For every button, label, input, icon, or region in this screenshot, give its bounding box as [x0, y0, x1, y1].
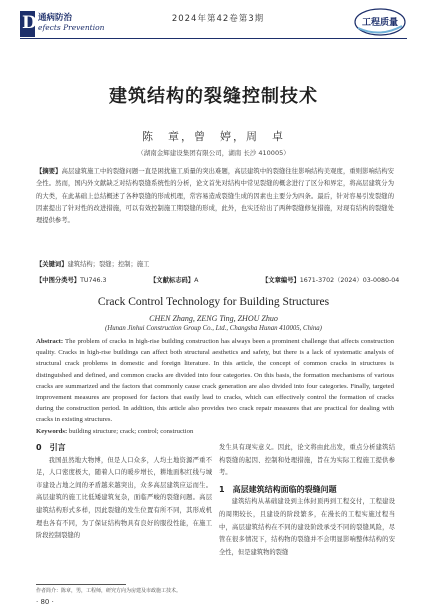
issue-info: 2024年第42卷第3期: [171, 14, 265, 24]
body-column-left: [36, 442, 212, 543]
article-number: [262, 275, 399, 284]
abstract-cn: [36, 166, 394, 227]
abstract-en: [36, 336, 394, 426]
keywords-en: [36, 428, 394, 435]
keywords-en-text: building structure; crack; control; construction: [67, 428, 194, 435]
abstract-cn-label: 【摘要】: [36, 168, 62, 175]
clc-number: [36, 275, 107, 284]
footnote-rule: [36, 584, 126, 585]
authors-en: CHEN Zhang, ZENG Ting, ZHOU Zhuo: [149, 314, 278, 323]
page-number: · 80 ·: [36, 598, 54, 606]
journal-name-en: efects Prevention: [38, 23, 105, 32]
doc-value: A: [194, 277, 199, 284]
clc-label: 【中图分类号】: [36, 277, 81, 284]
body-column-right: [219, 442, 395, 559]
clc-value: TU746.3: [80, 277, 107, 284]
intro-continuation: 发生具有现实意义。因此，论文将由此出发，重点分析建筑结构裂缝的起因、控制和处理措施，旨在为实际工程施工提供参考。: [219, 444, 395, 477]
authors-cn: 陈 章，曾 婷，周 卓: [142, 130, 285, 143]
section-heading-intro: 0 引言: [36, 443, 66, 452]
affiliation-en: (Hunan Jinhui Construction Group Co., Ltd., Changsha Hunan 410005, China): [105, 325, 322, 332]
abstract-cn-text: 高层建筑施工中的裂缝问题一直是困扰施工质量的突出难题，高层建筑中的裂缝往往影响结构美观度，重则影响结构安全性。然而，国内外文献缺乏对结构裂缝系统性的分析，论文首先对结构中常见裂缝的概念进行了区分和界定，将高层建筑分为的大类，在此基础上总结概述了各种裂缝的形成机理，常容易造成裂缝生成的因素也主要分为四条。最后，针对容易引发裂缝的因素提出了针对性的改进措施，可以有效控制施工期裂缝的形成，此外，也实还给出了两种裂缝修复措施，对现有结构的裂缝处理提供参考。: [36, 168, 395, 225]
article-value: 1671-3702（2024）03-0080-04: [299, 277, 400, 284]
author-footnote: 作者简介：陈章，男，工程师，研究方向为房建及市政施工技术。: [36, 588, 182, 594]
article-title-cn: 建筑结构的裂缝控制技术: [109, 86, 318, 107]
keywords-cn: [36, 259, 394, 268]
journal-name-cn: 通病防治: [38, 13, 73, 23]
doc-label: 【文献标志码】: [150, 277, 195, 284]
keywords-en-label: Keywords:: [36, 428, 68, 435]
quality-badge-icon: [354, 8, 406, 36]
section-heading-1: 1 高层建筑结构面临的裂缝问题: [219, 484, 337, 494]
article-label: 【文章编号】: [262, 277, 300, 284]
article-title-en: Crack Control Technology for Building Structures: [97, 296, 330, 308]
header-rule: [20, 38, 407, 39]
affiliation-cn: （湖南金辉建设集团有限公司，湖南 长沙 410005）: [137, 149, 290, 157]
badge-text: 工程质量: [361, 18, 399, 28]
abstract-en-text: The problem of cracks in high-rise building construction has always been a prominent challenge that affects construction quality. Cracks in high-rise buildings can affect both structural aesthetics and safety, but there is a lack of systematic analysis of structural crack problems in domestic and foreign literature. In this article, the concept of common cracks in structures is distinguished and defined, and common cracks are divided into four categories. On this basis, the formation mechanisms of various cracks are summarized and the factors that commonly cause crack generation are also divided into four categories. Finally, targeted improvement measures are proposed for factors that easily lead to cracks, which can effectively control the formation of cracks during the construction period. In addition, this article also provides two crack repair measures that are practical for dealing with cracks in existing structures.: [36, 338, 394, 424]
keywords-cn-label: 【关键词】: [36, 261, 68, 268]
section-1-paragraph: 建筑结构从基础建设到主体封顶再到工程交付，工程建设的周期较长，且建设的阶段繁多，在漫长的工程实施过程当中，高层建筑结构在不同的建设阶段承受不同的裂缝风险，尽管在很多情况下，结构物的裂缝并不会明显影响整体结构的安全性，但是建筑物的裂缝: [219, 498, 395, 556]
intro-paragraph: 我国虽然地大物博，但是人口众多，人均土地资源严重不足，人口密度极大，随着人口的暖步增长，耕地面积红线与城市建设占地之间的矛盾越来越突出，众多高层建筑应运而生。高层建筑的施工比低矮建筑复杂，面临严峻的裂缝问题。高层建筑结构形式多样，因此裂缝的发生位置有所不同，其形成机理也各有不同，为了保证结构物具有良好的服役性能，在施工阶段控制裂缝的: [36, 456, 212, 540]
doc-code: [150, 275, 198, 284]
journal-logo-letter: D: [22, 13, 37, 33]
abstract-en-label: Abstract:: [36, 338, 64, 345]
keywords-cn-text: 建筑结构；裂缝；控制；施工: [67, 261, 150, 268]
